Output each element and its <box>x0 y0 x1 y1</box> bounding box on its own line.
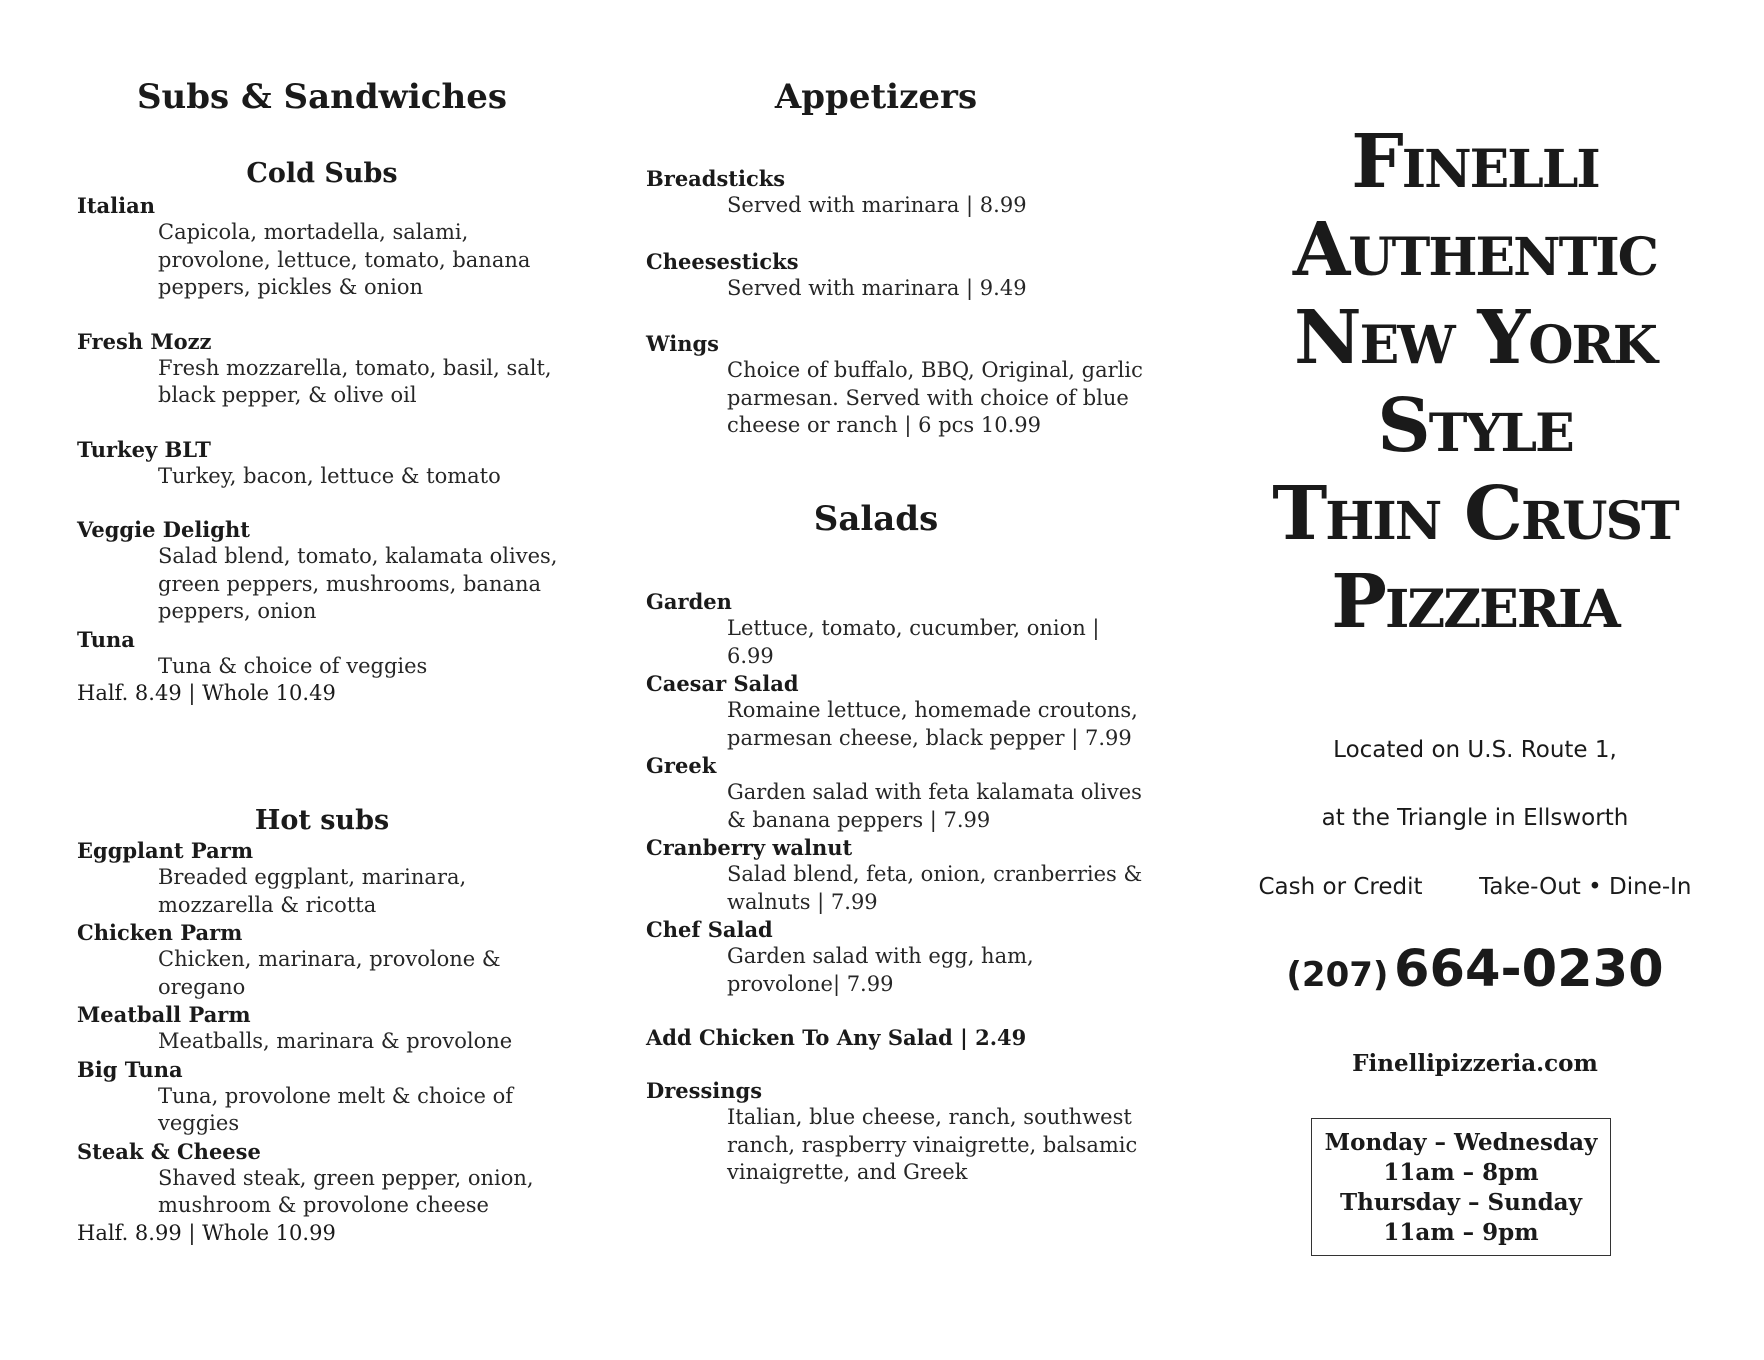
item-name: Italian <box>77 193 155 218</box>
item-description: Italian, blue cheese, ranch, southwest ranch, raspberry vinaigrette, balsamic vinaigrette, and Greek <box>727 1105 1138 1184</box>
title-line: Finelli <box>1351 119 1599 205</box>
item-description: Served with marinara | 9.49 <box>727 275 1027 300</box>
salads-list <box>646 588 1146 1187</box>
item-name: Tuna <box>77 626 135 652</box>
menu-item <box>77 837 567 919</box>
cold-subs-heading: Cold Subs <box>246 158 398 189</box>
item-name: Cheesesticks <box>646 248 799 274</box>
item-description: Breaded eggplant, marinara, mozzarella & ricotta <box>158 865 467 917</box>
menu-item <box>77 1001 567 1056</box>
hot-subs-list <box>77 837 567 1247</box>
item-name: Breadsticks <box>646 166 786 191</box>
item-name: Meatball Parm <box>77 1002 251 1027</box>
phone-area-code: (207) <box>1286 955 1389 995</box>
hot-subs-price: Half. 8.99 | Whole 10.99 <box>77 1220 336 1245</box>
appetizers-heading: Appetizers <box>774 77 978 117</box>
item-description: Meatballs, marinara & provolone <box>158 1029 513 1053</box>
title-line: Pizzeria <box>1331 559 1619 645</box>
item-name: Veggie Delight <box>77 517 250 542</box>
cold-subs-price: Half. 8.49 | Whole 10.49 <box>77 681 336 705</box>
title-line: Authentic <box>1292 207 1658 293</box>
menu-item <box>646 670 1146 752</box>
menu-item <box>646 588 1146 670</box>
item-description: Chicken, marinara, provolone & oregano <box>158 947 501 999</box>
menu-item <box>646 330 1146 440</box>
item-description: Choice of buffalo, BBQ, Original, garlic parmesan. Served with choice of blue cheese or ranch | 6 pcs 10.99 <box>727 358 1143 437</box>
item-description: Shaved steak, green pepper, onion, mushroom & provolone cheese <box>158 1165 534 1217</box>
item-name: Greek <box>646 753 717 778</box>
location-line-1: Located on U.S. Route 1, <box>1333 737 1617 763</box>
item-description: Garden salad with feta kalamata olives & banana peppers | 7.99 <box>727 780 1142 832</box>
hot-subs-heading: Hot subs <box>254 805 390 836</box>
add-chicken-line: Add Chicken To Any Salad | 2.49 <box>646 1025 1027 1050</box>
dressings-item <box>646 1077 1146 1187</box>
menu-item <box>77 1138 567 1220</box>
hours-box <box>1311 1118 1611 1256</box>
item-description: Lettuce, tomato, cucumber, onion | 6.99 <box>727 616 1100 668</box>
item-description: Romaine lettuce, homemade croutons, parmesan cheese, black pepper | 7.99 <box>727 698 1138 750</box>
title-line: New York <box>1294 295 1656 381</box>
phone-digits: 664-0230 <box>1394 940 1664 999</box>
item-description: Fresh mozzarella, tomato, basil, salt, black pepper, & olive oil <box>158 355 552 407</box>
website-link[interactable]: Finellipizzeria.com <box>1352 1050 1598 1077</box>
item-name: Fresh Mozz <box>77 328 212 354</box>
item-name: Turkey BLT <box>77 436 211 462</box>
menu-item <box>646 834 1146 916</box>
salads-heading: Salads <box>813 499 939 539</box>
cold-subs-list <box>77 192 567 707</box>
item-description: Tuna & choice of veggies <box>158 653 428 678</box>
item-description: Salad blend, feta, onion, cranberries & walnuts | 7.99 <box>727 862 1143 914</box>
menu-item <box>646 165 1146 220</box>
appetizers-list <box>646 165 1146 440</box>
item-description: Tuna, provolone melt & choice of veggies <box>158 1083 514 1135</box>
menu-item <box>77 328 567 410</box>
title-line: Style <box>1377 383 1573 469</box>
item-name: Chicken Parm <box>77 920 243 945</box>
menu-item <box>77 626 567 681</box>
item-name: Garden <box>646 589 732 614</box>
payment-text: Cash or Credit <box>1258 874 1423 900</box>
item-name: Big Tuna <box>77 1056 183 1082</box>
hours-time-1: 11am – 8pm <box>1383 1159 1539 1186</box>
item-name: Wings <box>646 331 719 356</box>
item-name: Cranberry walnut <box>646 835 853 860</box>
menu-item <box>77 516 567 626</box>
menu-item <box>77 192 567 302</box>
menu-item <box>646 916 1146 998</box>
title-line: Thin Crust <box>1272 471 1678 557</box>
hours-days-1: Monday – Wednesday <box>1324 1129 1598 1156</box>
menu-item <box>77 919 567 1001</box>
payment-service-row <box>1230 874 1720 900</box>
item-description: Salad blend, tomato, kalamata olives, green peppers, mushrooms, banana peppers, onion <box>158 544 558 623</box>
restaurant-title <box>1230 118 1720 646</box>
hours-time-2: 11am – 9pm <box>1383 1219 1539 1246</box>
item-description: Turkey, bacon, lettuce & tomato <box>158 463 501 488</box>
item-name: Chef Salad <box>646 917 773 942</box>
item-name: Dressings <box>646 1078 763 1103</box>
menu-item <box>77 1056 567 1138</box>
menu-item <box>646 248 1146 303</box>
menu-item <box>77 436 567 491</box>
phone-number[interactable] <box>1230 940 1720 999</box>
item-description: Garden salad with egg, ham, provolone| 7.99 <box>727 944 1034 996</box>
service-text: Take-Out • Dine-In <box>1479 874 1692 900</box>
item-name: Eggplant Parm <box>77 838 254 863</box>
item-name: Steak & Cheese <box>77 1138 261 1164</box>
item-description: Capicola, mortadella, salami, provolone, lettuce, tomato, banana peppers, pickles & onion <box>158 220 531 299</box>
location-line-2: at the Triangle in Ellsworth <box>1321 805 1629 831</box>
item-name: Caesar Salad <box>646 671 799 696</box>
subs-heading: Subs & Sandwiches <box>136 77 507 117</box>
hours-days-2: Thursday – Sunday <box>1340 1189 1582 1216</box>
menu-item <box>646 752 1146 834</box>
item-description: Served with marinara | 8.99 <box>727 193 1027 217</box>
